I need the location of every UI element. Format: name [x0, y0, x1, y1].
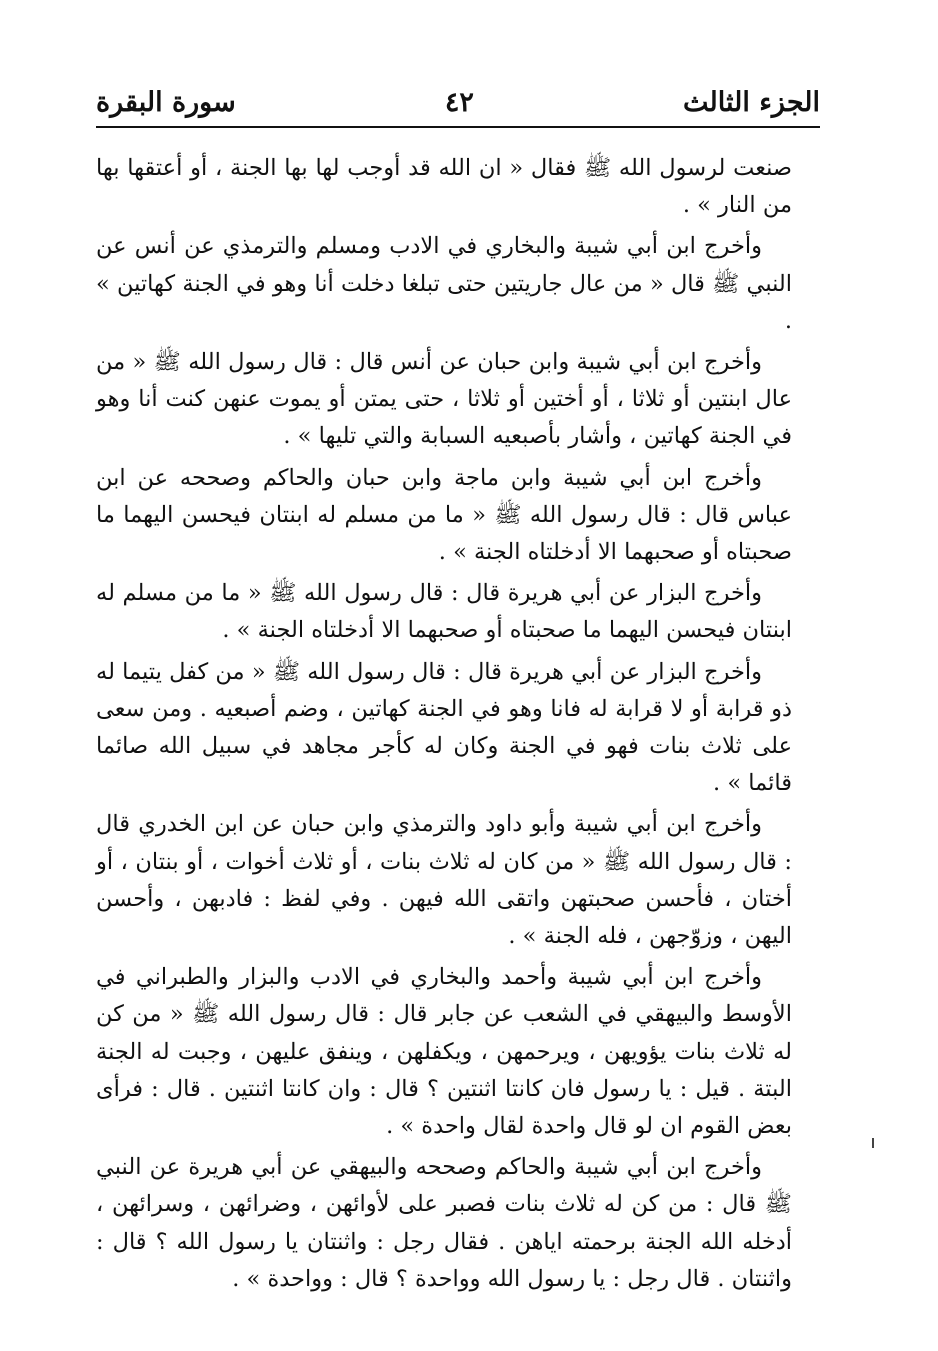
paragraph: وأخرج ابن أبي شيبة والحاكم وصححه والبيهقي عن أبي هريرة عن النبي ﷺ قال : من كن له ثلاث بنات فصبر على لأوائهن ، وضرائهن ، وسرائهن ، أدخله الله الجنة برحمته اياهن . فقال رجل : واثنتان يا رسول الله ؟ قال : واثنتان . قال رجل : يا رسول الله وواحدة ؟ قال : وواحدة » . [96, 1154, 792, 1292]
page-number: ٤٢ [444, 86, 474, 118]
margin-mark [872, 1138, 874, 1148]
page-header [96, 82, 820, 122]
paragraph: وأخرج البزار عن أبي هريرة قال : قال رسول الله ﷺ « ما من مسلم له ابنتان فيحسن اليهما ما صحبتاه أو صحبهما الا أدخلتاه الجنة » . [96, 580, 792, 644]
paragraph: وأخرج ابن أبي شيبة وأبو داود والترمذي وابن حبان عن ابن الخدري قال : قال رسول الله ﷺ « من كان له ثلاث بنات ، أو ثلاث أخوات ، أو بنتان ، أو أختان ، فأحسن صحبتهن واتقى الله فيهن . وفي لفظ : فادبهن ، وأحسن اليهن ، وزوّجهن ، فله الجنة » . [96, 811, 792, 950]
header-rule [96, 126, 820, 128]
page-body [96, 150, 792, 1302]
paragraph: وأخرج البزار عن أبي هريرة قال : قال رسول الله ﷺ « من كفل يتيما له ذو قرابة أو لا قرابة له فانا وهو في الجنة كهاتين ، وضم أصبعيه . ومن سعى على ثلاث بنات فهو في الجنة وكان له كأجر مجاهد في سبيل الله صائما قائما » . [96, 658, 792, 797]
paragraph: وأخرج ابن أبي شيبة وابن ماجة وابن حبان والحاكم وصححه عن ابن عباس قال : قال رسول الله ﷺ « ما من مسلم له ابنتان فيحسن اليهما ما صحبتاه أو صحبهما الا أدخلتاه الجنة » . [96, 464, 792, 566]
paragraph: صنعت لرسول الله ﷺ فقال « ان الله قد أوجب لها بها الجنة ، أو أعتقها بها من النار » . [96, 155, 792, 219]
paragraph: وأخرج ابن أبي شيبة وابن حبان عن أنس قال : قال رسول الله ﷺ « من عال ابنتين أو ثلاثا ، أو أختين أو ثلاثا ، حتى يمتن أو يموت عنهن كنت أنا وهو في الجنة كهاتين ، وأشار بأصبعيه السبابة والتي تليها » . [96, 349, 792, 450]
paragraph: وأخرج ابن أبي شيبة وأحمد والبخاري في الادب والبزار والطبراني في الأوسط والبيهقي في الشعب عن جابر قال : قال رسول الله ﷺ « من كن له ثلاث بنات يؤويهن ، ويرحمهن ، ويكفلهن ، وينفق عليهن ، وجبت له الجنة البتة . قيل : يا رسول فان كانتا اثنتين ؟ قال : وان كانتا اثنتين . قال : فرأى بعض القوم ان لو قال واحدة لقال واحدة » . [96, 964, 792, 1140]
surah-title: سورة البقرة [96, 86, 236, 118]
part-title: الجزء الثالث [683, 86, 820, 118]
paragraph: وأخرج ابن أبي شيبة والبخاري في الادب ومسلم والترمذي عن أنس عن النبي ﷺ قال « من عال جاريتين حتى تبلغا دخلت أنا وهو في الجنة كهاتين » . [96, 233, 792, 334]
